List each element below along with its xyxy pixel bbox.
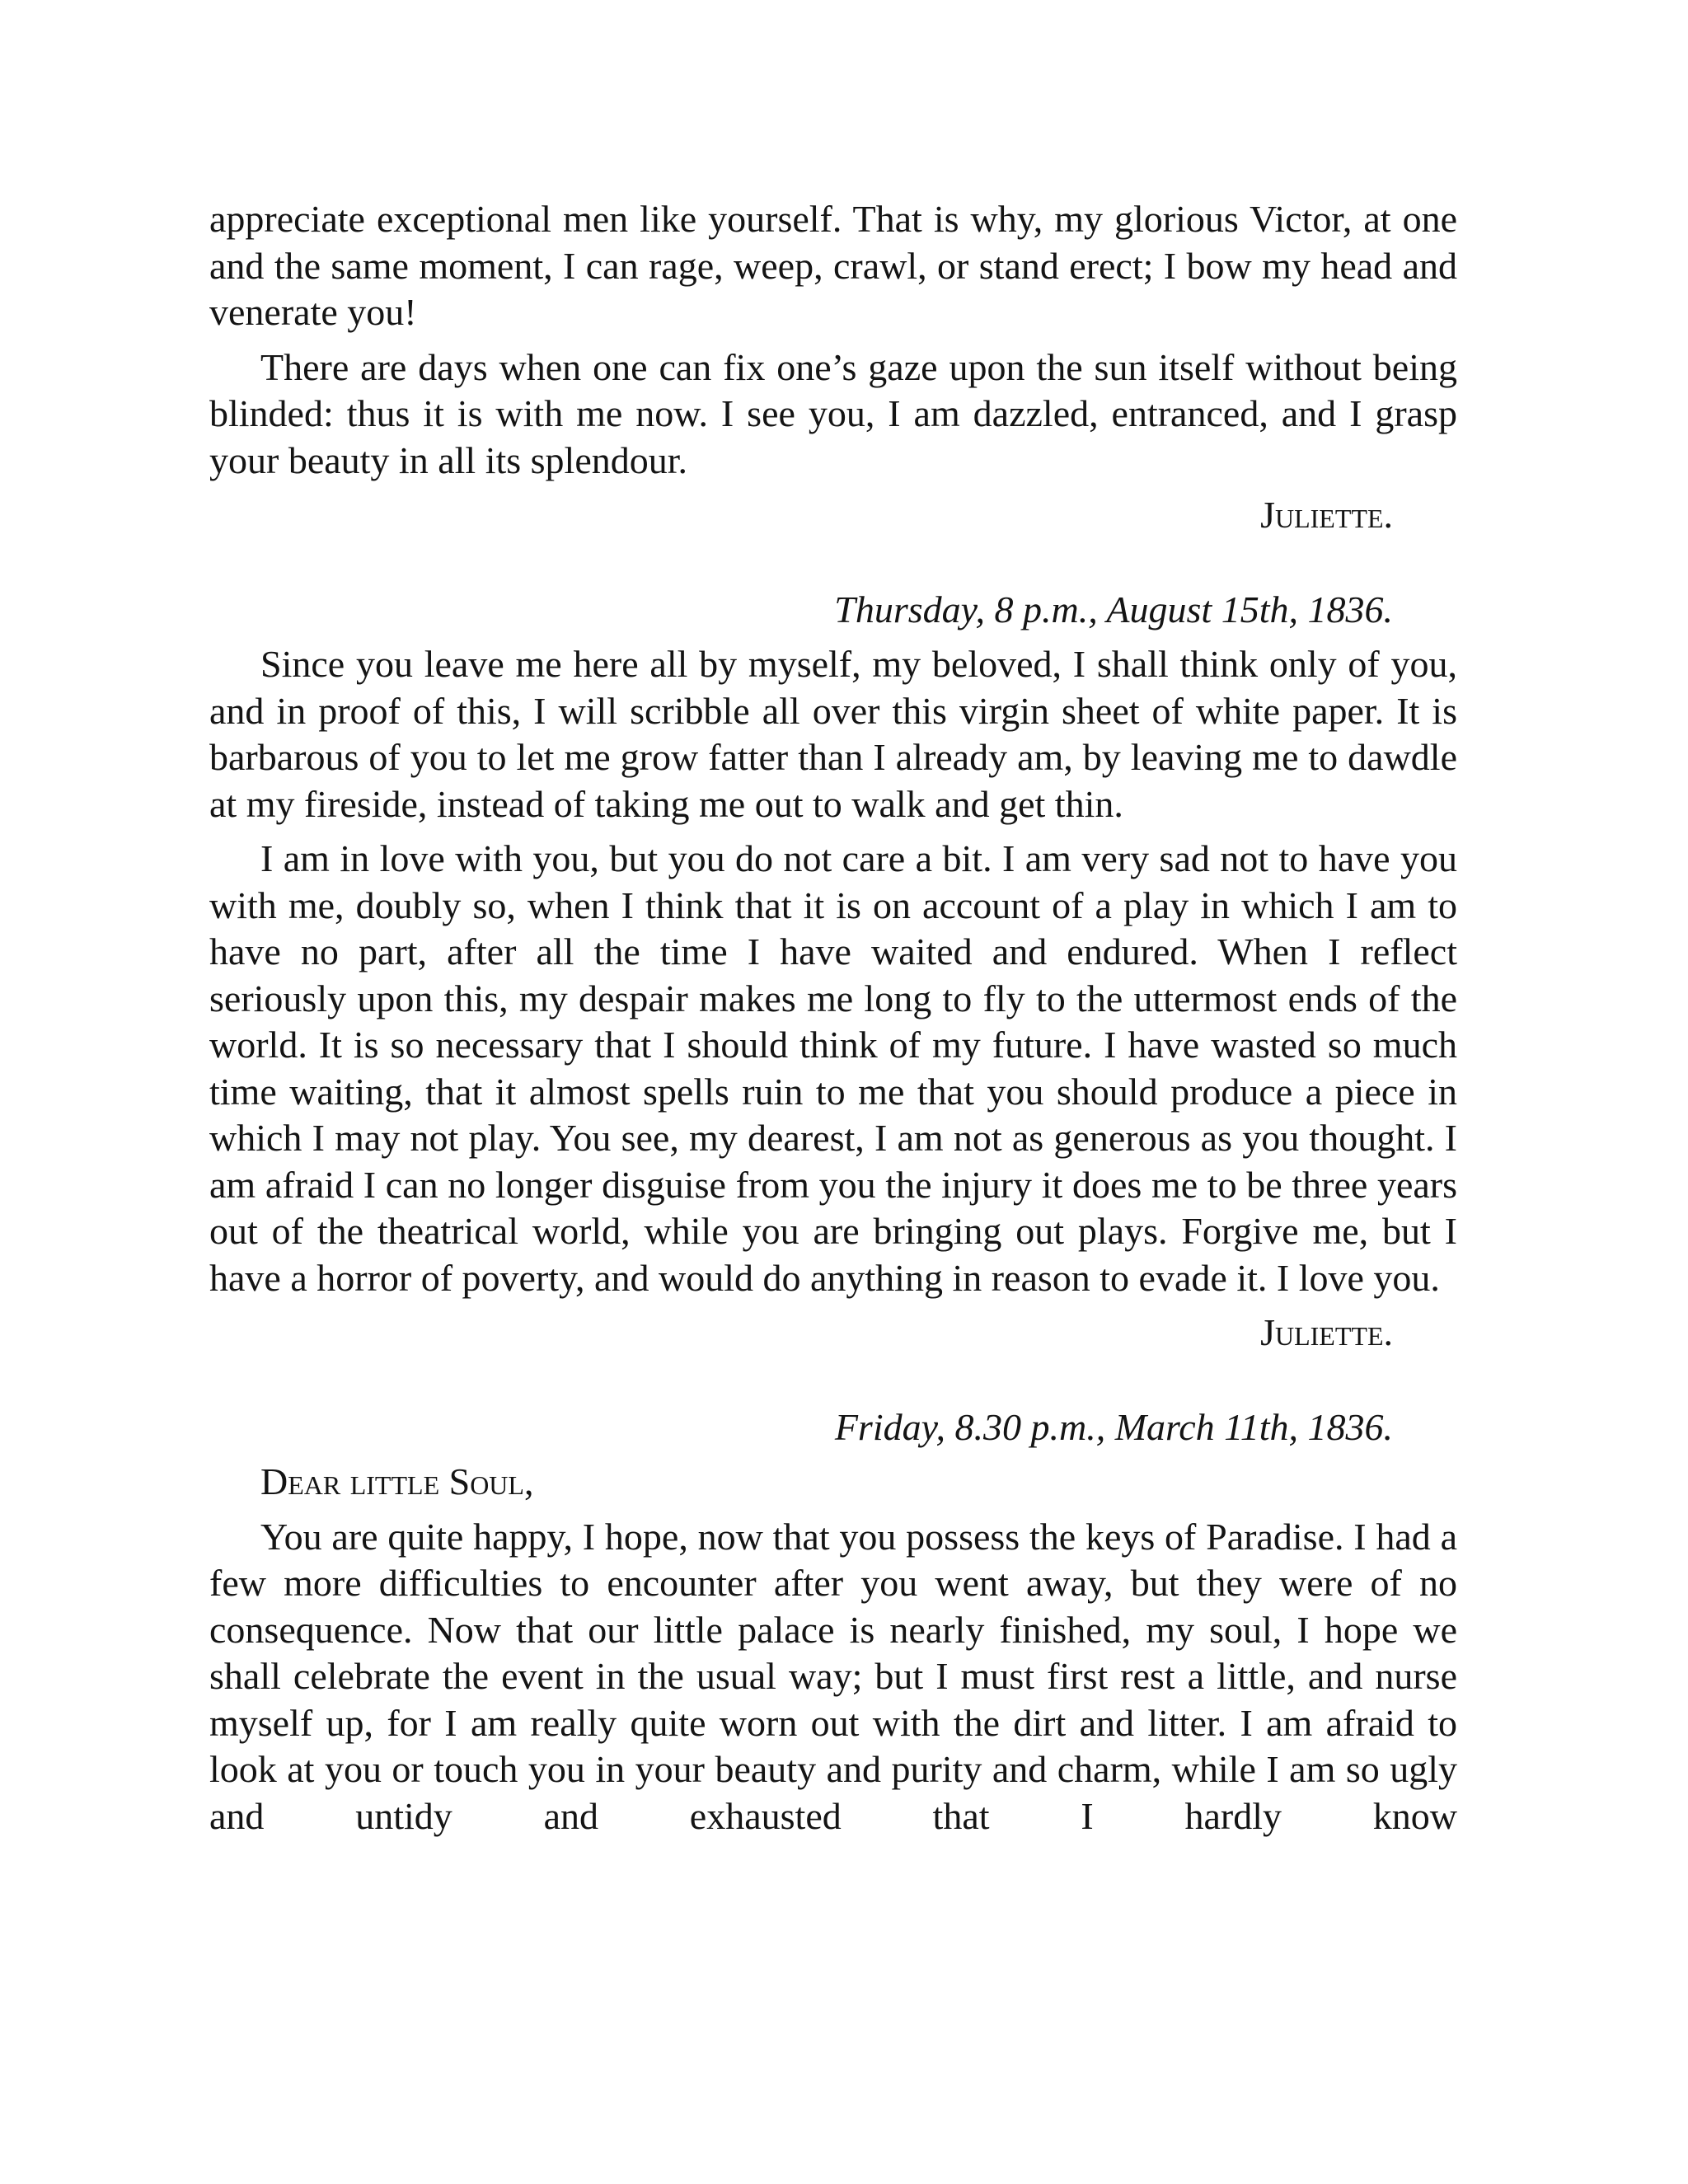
signature: Juliette. bbox=[1260, 1311, 1393, 1353]
signature: Juliette. bbox=[1260, 494, 1393, 536]
salutation: Dear little Soul, bbox=[260, 1460, 534, 1502]
paragraph: I am in love with you, but you do not care a bit. I am very sad not to have you with me, doubly so, when I think that it is on account of a play in which I am to have no part, after all the time I have waited and endured. When I reflect seriously upon this, my despair makes me long to fly to the uttermost ends of the world. It is so necessary that I should think of my future. I have wasted so much time waiting, that it almost spells ruin to me that you should produce a piece in which I may not play. You see, my dearest, I am not as generous as you thought. I am afraid I can no longer disguise from you the injury it does me to be three years out of the theatrical world, while you are bringing out plays. Forgive me, but I have a horror of poverty, and would do anything in reason to evade it. I love you. bbox=[209, 837, 1457, 1299]
paragraph: There are days when one can fix one’s gaze upon the sun itself without being blinded: thus it is with me now. I see you, I am dazzled, entranced, and I grasp your beauty in all its splendour. bbox=[209, 345, 1457, 481]
paragraph: Since you leave me here all by myself, my beloved, I shall think only of you, and in proof of this, I will scribble all over this virgin sheet of white paper. It is barbarous of you to let me grow fatter than I already am, by leaving me to dawdle at my fireside, instead of taking me out to walk and get thin. bbox=[209, 643, 1457, 825]
dateline: Thursday, 8 p.m., August 15th, 1836. bbox=[834, 588, 1393, 630]
dateline: Friday, 8.30 p.m., March 11th, 1836. bbox=[834, 1405, 1393, 1448]
paragraph: appreciate exceptional men like yourself. That is why, my glorious Victor, at one and the same moment, I can rage, weep, crawl, or stand erect; I bow my head and venerate you! bbox=[209, 198, 1457, 333]
paragraph: You are quite happy, I hope, now that you possess the keys of Paradise. I had a few more difficulties to encounter after you went away, but they were of no consequence. Now that our little palace is nearly finished, my soul, I hope we shall celebrate the event in the usual way; but I must first rest a little, and nurse myself up, for I am really quite worn out with the dirt and litter. I am afraid to look at you or touch you in your beauty and purity and charm, while I am so ugly and untidy and exhausted that I hardly know bbox=[209, 1515, 1457, 1837]
page-text bbox=[209, 196, 1457, 1840]
